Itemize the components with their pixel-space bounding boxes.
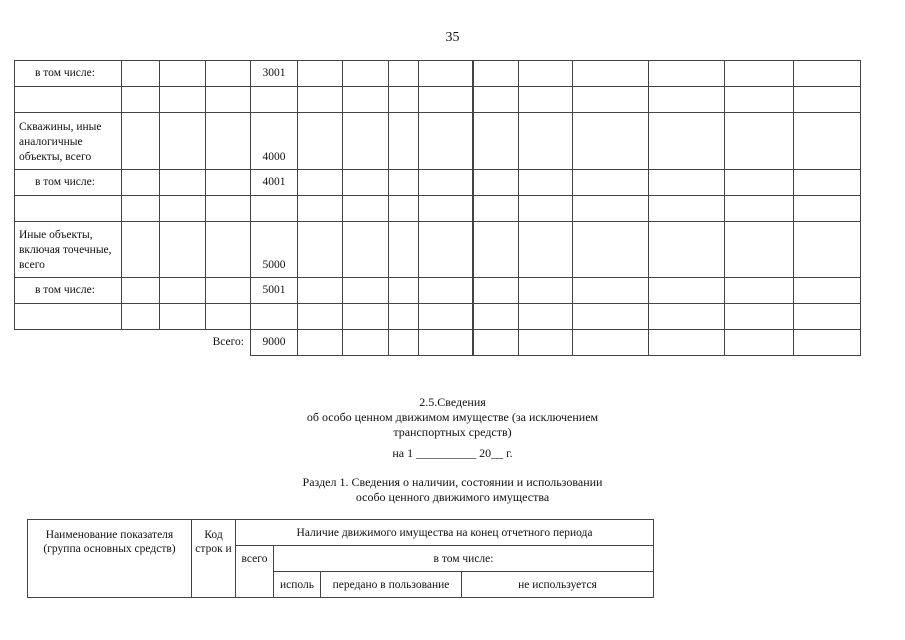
row-code — [251, 87, 298, 113]
row-code: 5000 — [251, 222, 298, 278]
row-label: Скважины, иные аналогичные объекты, всего — [15, 113, 122, 170]
availability-header: Наличие движимого имущества на конец отчетного периода — [236, 520, 654, 546]
row-label: в том числе: — [15, 278, 122, 304]
table-row — [15, 278, 861, 304]
row-code — [251, 304, 298, 330]
row-code: 3001 — [251, 61, 298, 87]
table-row — [15, 87, 861, 113]
row-code: 4001 — [251, 170, 298, 196]
subsection-title: Раздел 1. Сведения о наличии, состоянии и использовании — [302, 475, 603, 489]
row-code — [251, 196, 298, 222]
total-header: всего — [236, 546, 274, 598]
table-row — [15, 113, 861, 170]
row-label — [15, 87, 122, 113]
page-number: 35 — [445, 30, 460, 45]
report-date-line: на 1 __________ 20__ г. — [392, 446, 513, 460]
subsection-title-line2: особо ценного движимого имущества — [355, 490, 550, 504]
row-code-header: Код строк и — [192, 520, 236, 598]
indicator-name-header: Наименование показателя (группа основных средств) — [28, 520, 192, 598]
row-code: 4000 — [251, 113, 298, 170]
row-label — [15, 304, 122, 330]
table-row — [15, 170, 861, 196]
header-row — [28, 520, 654, 546]
transferred-header: передано в пользование — [321, 572, 462, 598]
total-row — [15, 330, 861, 356]
property-table-continuation — [14, 60, 861, 356]
section-title-line3: транспортных средств) — [393, 425, 512, 439]
row-label: в том числе: — [15, 170, 122, 196]
row-label: в том числе: — [15, 61, 122, 87]
total-code: 9000 — [251, 330, 298, 356]
table-row — [15, 222, 861, 278]
row-label — [15, 196, 122, 222]
row-code: 5001 — [251, 278, 298, 304]
table-row — [15, 196, 861, 222]
section-title-line2: об особо ценном движимом имуществе (за исключением — [306, 410, 599, 424]
total-label: Всего: — [212, 336, 244, 349]
table-row — [15, 304, 861, 330]
row-label: Иные объекты, включая точечные, всего — [15, 222, 122, 278]
movable-property-table — [27, 519, 654, 598]
not-used-header: не используется — [462, 572, 654, 598]
section-title: 2.5.Сведения — [419, 395, 486, 409]
including-header: в том числе: — [274, 546, 654, 572]
used-header: исполь — [274, 572, 321, 598]
table-row — [15, 61, 861, 87]
